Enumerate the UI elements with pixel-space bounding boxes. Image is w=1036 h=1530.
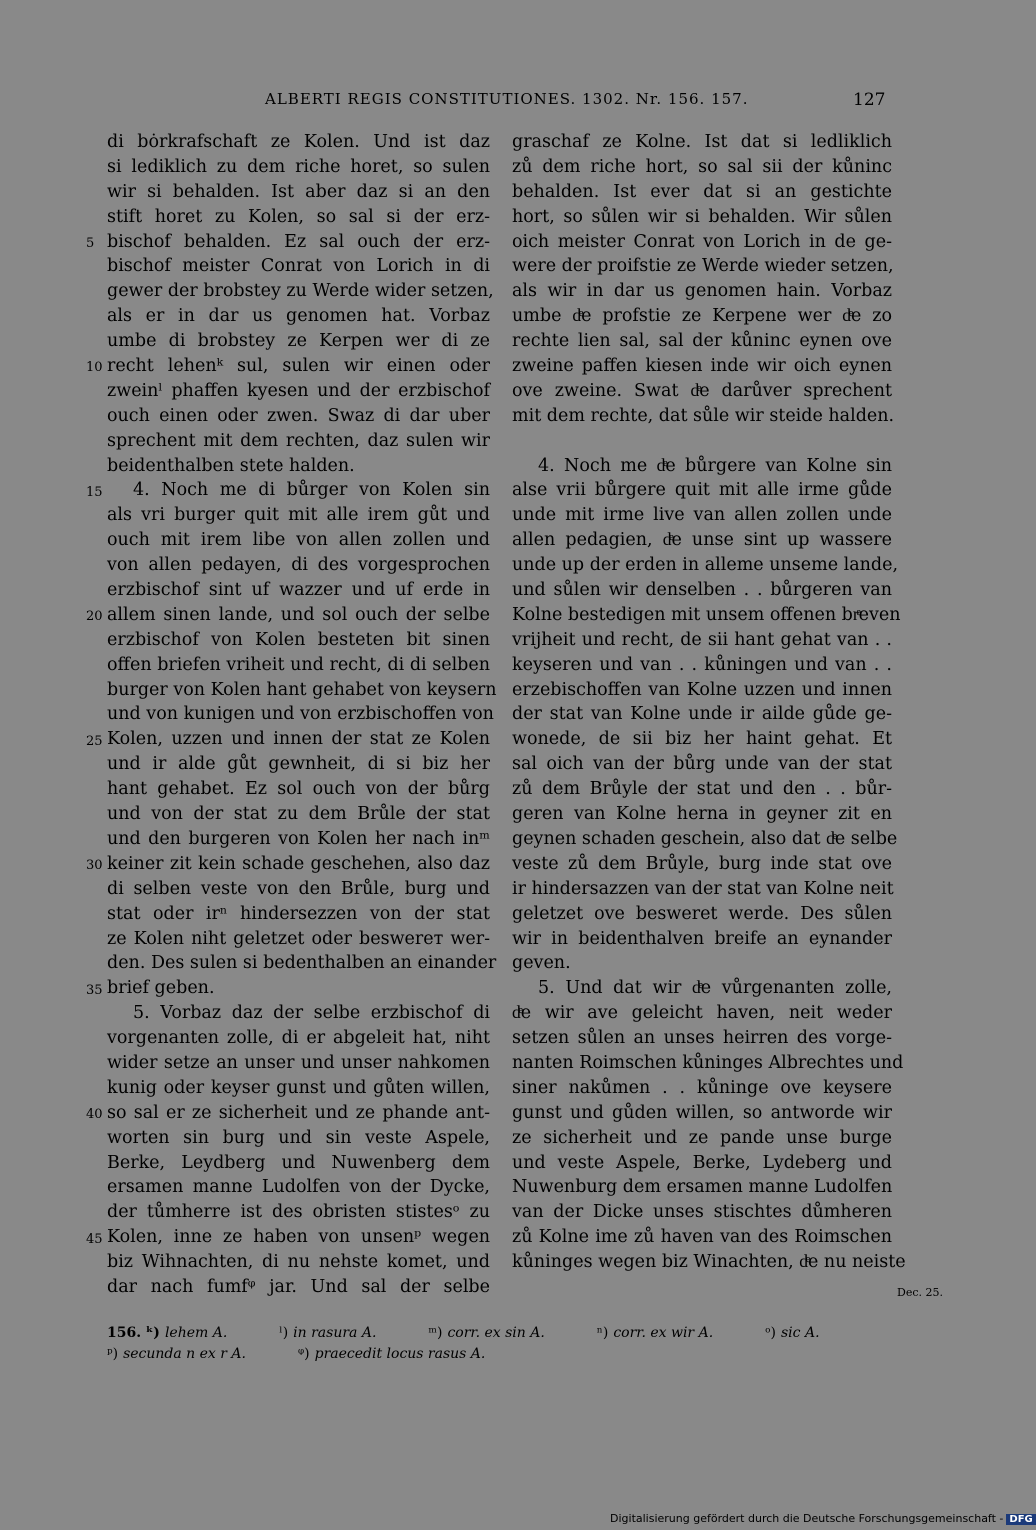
text-line: kunig oder keyser gunst und gůten willen, [107,1077,490,1098]
text-line: oich meister Conrat von Lorich in de ge- [512,231,892,252]
text-line: beidenthalben stete halden. [107,455,355,476]
text-line: geletzet ove besweret werde. Des sůlen [512,903,892,924]
text-line: von allen pedayen, di des vorgesprochen [107,555,490,576]
text-line: ir hindersazzen van der stat van Kolne neit [512,878,894,899]
text-line: keiner zit kein schade geschehen, also daz [107,853,490,874]
text-line: und ir alde gůt gewnheit, di si biz her [107,754,490,775]
text-line: wir si behalden. Ist aber daz si an den [107,181,490,202]
text-line: behalden. Ist ever dat si an gestichte [512,181,892,202]
text-line: siner nakůmen . . kůninge ove keysere [512,1077,892,1098]
footnote-text: corr. ex sin A. [447,1325,545,1341]
text-line: unde up der erden in alleme unseme lande, [512,555,899,576]
text-line: und veste Aspele, Berke, Lydeberg und [512,1152,892,1173]
text-line: setzen sůlen an unses heirren des vorge- [512,1028,892,1049]
text-line: ouch mit irem libe von allen zollen und [107,530,490,551]
text-line: erzbischof von Kolen besteten bit sinen [107,629,490,650]
text-line: und von kunigen und von erzbischoffen von [107,704,494,725]
text-line: ersamen manne Ludolfen von der Dycke, [107,1177,490,1198]
text-line: wir in beidenthalven breife an eynander [512,928,892,949]
margin-date-note: Dec. 25. [897,1286,943,1299]
left-column [107,130,497,1300]
text-line: der stat van Kolne unde ir ailde gůde ge- [512,704,892,725]
text-line: mit dem rechte, dat sůle wir steide halden. [512,405,895,426]
text-line: 4. Noch me dͤe bůrgere van Kolne sin [538,455,892,476]
credit-text: Digitalisierung gefördert durch die Deutsche Forschungsgemeinschaft - [610,1512,1004,1525]
footnote-label: 156. ᵏ) [107,1325,160,1341]
text-line: umbe di brobstey ze Kerpen wer di ze [107,331,490,352]
text-line: ze sicherheit und ze pande unse burge [512,1127,892,1148]
text-line: unde mit irme live van allen zollen unde [512,505,892,526]
text-line: veste zů dem Brůyle, burg inde stat ove [512,853,892,874]
digitization-credit [610,1512,1036,1525]
text-line: gunst und gůden willen, so antworde wir [512,1102,892,1123]
text-line: Berke, Leydberg und Nuwenberg dem [107,1152,490,1173]
text-line: und sůlen wir denselben . . bůrgeren van [512,580,892,601]
text-line: offen briefen vriheit und recht, di di selben [107,654,490,675]
text-line: dar nach fumfᵠ jar. Und sal der selbe [107,1276,490,1297]
text-line: worten sin burg und sin veste Aspele, [107,1127,490,1148]
text-line: als er in dar us genomen hat. Vorbaz [107,306,490,327]
text-line: umbe dͤe profstie ze Kerpene wer dͤe zo [512,306,892,327]
footnotes [107,1323,907,1365]
text-line: als vri burger quit mit alle irem gůt und [107,505,490,526]
text-line: vrijheit und recht, de sii hant gehat van . . [512,629,892,650]
line-number: 40 [86,1107,103,1123]
text-line: als wir in dar us genomen hain. Vorbaz [512,281,892,302]
line-number: 25 [86,733,103,749]
line-number: 20 [86,609,103,625]
running-title: ALBERTI REGIS CONSTITUTIONES. 1302. Nr. 156. 157. [265,90,749,108]
footnote-text: sic A. [781,1325,820,1341]
footnote-label: ᵐ) [428,1325,443,1341]
line-number: 35 [86,982,103,998]
text-line: allem sinen lande, und sol ouch der selbe [107,604,490,625]
text-line: di selben veste von den Brůle, burg und [107,878,490,899]
line-number: 45 [86,1231,103,1247]
text-line: bischof meister Conrat von Lorich in di [107,256,490,277]
text-line: 4. Noch me di bůrger von Kolen sin [133,480,490,501]
text-line: zweine paffen kiesen inde wir oich eynen [512,356,892,377]
line-number: 5 [86,235,95,251]
footnote-line-1 [107,1323,907,1344]
text-line: vorgenanten zolle, di er abgeleit hat, niht [107,1028,490,1049]
text-line: allen pedagien, dͤe unse sint up wassere [512,530,892,551]
footnote-text: praecedit locus rasus A. [314,1346,486,1362]
text-line: so sal er ze sicherheit und ze phande ant- [107,1102,490,1123]
text-line: ove zweine. Swat dͤe darůver sprechent [512,380,892,401]
text-line: nanten Roimschen kůninges Albrechtes und [512,1052,904,1073]
text-line: Kolen, inne ze haben von unsenᵖ wegen [107,1227,490,1248]
footnote-text: secunda n ex r A. [123,1346,246,1362]
text-line: wonede, de sii biz her haint gehat. Et [512,729,892,750]
footnote-text: in rasura A. [293,1325,377,1341]
footnote-label: ᵒ) [765,1325,776,1341]
footnote-text: lehem A. [164,1325,228,1341]
text-line: stift horet zu Kolen, so sal si der erz- [107,206,490,227]
text-line: zů dem Brůyle der stat und den . . bůr- [512,779,892,800]
text-line: si lediklich zu dem riche horet, so sulen [107,156,490,177]
line-number: 15 [86,484,103,500]
text-line: und den burgeren von Kolen her nach inᵐ [107,828,490,849]
text-line: sal oich van der bůrg unde van der stat [512,754,892,775]
footnote-label: ⁿ) [596,1325,609,1341]
text-line: dͤe wir ave geleicht haven, neit weder [512,1003,892,1024]
text-line: zweinˡ phaffen kyesen und der erzbischof [107,380,490,401]
text-line: und von der stat zu dem Brůle der stat [107,804,490,825]
text-line: rechte lien sal, sal der kůninc eynen ove [512,331,892,352]
text-line: geven. [512,953,571,974]
footnote-label: ᵖ) [107,1346,119,1362]
text-line: geynen schaden geschein, also dat dͤe selbe [512,828,898,849]
page-number: 127 [853,90,886,110]
text-line: were der proifstie ze Werde wieder setzen, [512,256,894,277]
text-line: zů Kolne ime zů haven van des Roimschen [512,1227,892,1248]
text-line: van der Dicke unses stischtes důmheren [512,1202,892,1223]
text-line: hant gehabet. Ez sol ouch von der bůrg [107,779,490,800]
text-line: keyseren und van . . kůningen und van . . [512,654,892,675]
text-line: alse vrii bůrgere quit mit alle irme gůde [512,480,892,501]
text-line: erzebischoffen van Kolne uzzen und innen [512,679,892,700]
text-line: geren van Kolne herna in geyner zit en [512,804,892,825]
text-line: hort, so sůlen wir si behalden. Wir sůlen [512,206,892,227]
text-line: der tůmherre ist des obristen stistesᵒ zu [107,1202,490,1223]
text-line: wider setze an unser und unser nahkomen [107,1052,490,1073]
footnote-label: ᵠ) [297,1346,310,1362]
text-line: sprechent mit dem rechten, daz sulen wir [107,430,490,451]
text-line: 5. Und dat wir dͤe vůrgenanten zolle, [538,978,892,999]
text-line: di bȯrkrafschaft ze Kolen. Und ist daz [107,132,490,152]
line-number: 30 [86,858,103,874]
text-line: ouch einen oder zwen. Swaz di dar uber [107,405,490,426]
text-line: Kolne bestedigen mit unsem offenen brͤeven [512,604,901,625]
text-line: gewer der brobstey zu Werde wider setzen, [107,281,494,302]
text-line: biz Wihnachten, di nu nehste komet, und [107,1252,490,1273]
text-line: recht lehenᵏ sul, sulen wir einen oder [107,356,490,377]
text-line: Nuwenburg dem ersamen manne Ludolfen [512,1177,893,1198]
text-line: stat oder irⁿ hindersezzen von der stat [107,903,490,924]
text-line: brief geben. [107,978,215,999]
footnote-label: ˡ) [279,1325,289,1341]
text-line: zů dem riche hort, so sal sii der kůninc [512,156,892,177]
text-line: 5. Vorbaz daz der selbe erzbischof di [133,1003,490,1024]
text-line: burger von Kolen hant gehabet von keysern [107,679,497,700]
line-number: 10 [86,360,103,376]
text-line: erzbischof sint uf wazzer und uf erde in [107,580,490,601]
text-line: ze Kolen niht geletzet oder beswerет wer- [107,928,490,949]
text-line: graschaf ze Kolne. Ist dat si ledliklich [512,132,892,152]
footnote-text: corr. ex wir A. [613,1325,714,1341]
footnote-line-2 [107,1344,907,1365]
text-line: bischof behalden. Ez sal ouch der erz- [107,231,490,252]
dfg-logo: DFG [1006,1514,1035,1525]
text-line: kůninges wegen biz Winachten, dͤe nu neiste [512,1252,906,1273]
text-line: den. Des sulen si bedenthalben an einander [107,953,497,974]
running-header [0,90,1000,114]
text-line: Kolen, uzzen und innen der stat ze Kolen [107,729,490,750]
right-column [512,130,906,1275]
